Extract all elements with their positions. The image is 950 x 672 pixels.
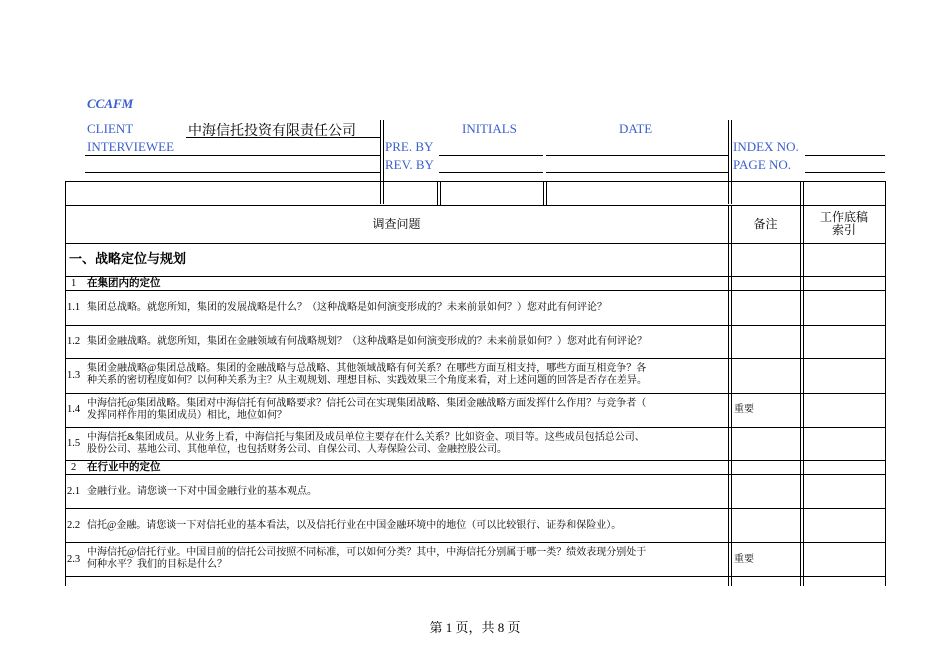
row-number: 1.5	[67, 438, 81, 449]
column-header-ref-line1: 工作底稿	[819, 210, 868, 224]
index-no-label: INDEX NO.	[733, 139, 799, 154]
table-row-border	[65, 243, 885, 244]
row-note: 重要	[734, 404, 754, 415]
rev-by-date-line	[546, 172, 728, 173]
row-note: 重要	[734, 554, 754, 565]
table-row-border	[65, 290, 885, 291]
table-row-border	[65, 427, 885, 428]
header-divider	[383, 120, 384, 204]
col-divider-ref	[803, 181, 804, 586]
row-question: 集团总战略。就您所知，集团的发展战略是什么？（这种战略是如何演变形成的？未来前景如何？）您对此有何评论？	[87, 302, 607, 313]
table-row-border	[65, 576, 885, 577]
top-row-divider	[437, 181, 438, 205]
rev-by-label: REV. BY	[385, 157, 434, 172]
table-top-border	[65, 181, 885, 182]
pre-by-label: PRE. BY	[385, 139, 434, 154]
subsection-title: 在集团内的定位	[87, 278, 161, 289]
index-no-line	[805, 155, 885, 156]
row-number: 1.4	[67, 404, 81, 415]
page-no-label: PAGE NO.	[733, 157, 792, 172]
interviewee-underline-2	[85, 172, 381, 173]
row-question-cont: 股份公司、基地公司、其他单位，也包括财务公司、自保公司、人寿保险公司、金融控股公司。	[87, 444, 507, 455]
row-number: 2.1	[67, 486, 81, 497]
table-row-border	[65, 460, 885, 461]
column-header-note: 备注	[753, 217, 778, 231]
client-value: 中海信托投资有限责任公司	[188, 124, 356, 139]
interviewee-label: INTERVIEWEE	[87, 139, 175, 154]
table-row-border	[65, 205, 885, 206]
table-row-border	[65, 474, 885, 475]
top-row-divider	[546, 181, 547, 205]
initials-label: INITIALS	[462, 121, 517, 136]
row-question: 金融行业。请您谈一下对中国金融行业的基本观点。	[87, 486, 317, 497]
row-question-cont: 种关系的密切程度如何？以何种关系为主？从主观规划、理想目标、实践效果三个角度来看，对上述问题的回答是否存在差异。	[87, 375, 647, 386]
header-divider	[380, 120, 381, 204]
table-row-border	[65, 508, 885, 509]
header-divider	[728, 120, 729, 204]
row-number: 1.3	[67, 370, 81, 381]
client-label: CLIENT	[87, 121, 134, 136]
page-no-line	[805, 172, 885, 173]
top-row-divider	[543, 181, 544, 205]
table-row-border	[65, 542, 885, 543]
table-row-border	[65, 325, 885, 326]
table-row-border	[65, 358, 885, 359]
top-row-divider	[440, 181, 441, 205]
row-question: 中海信托@信托行业。中国目前的信托公司按照不同标准，可以如何分类？其中，中海信托分别属于哪一类？绩效表现分别处于	[87, 547, 647, 558]
column-header-ref	[803, 211, 885, 237]
subsection-number: 1	[71, 278, 77, 289]
rev-by-initials-line	[439, 172, 543, 173]
pre-by-initials-line	[439, 155, 543, 156]
page-footer: 第 1 页，共 8 页	[429, 620, 521, 635]
client-underline	[186, 137, 381, 138]
section-title: 一、战略定位与规划	[69, 251, 187, 266]
row-question: 集团金融战略。就您所知，集团在金融领域有何战略规划？（这种战略是如何演变形成的？未来前景如何？）您对此有何评论？	[87, 336, 647, 347]
column-header-question: 调查问题	[372, 217, 421, 231]
col-divider-note	[728, 205, 729, 586]
logo-ccafm: CCAFM	[87, 96, 134, 111]
col-divider-ref	[800, 181, 801, 586]
table-right-border	[885, 181, 886, 586]
row-number: 1.1	[67, 302, 81, 313]
row-question: 集团金融战略@集团总战略。集团的金融战略与总战略、其他领域战略有何关系？在哪些方面互相支持，哪些方面互相竞争？各	[87, 363, 647, 374]
column-header-ref-line2: 索引	[831, 223, 856, 237]
table-row-border	[65, 276, 885, 277]
row-number: 2.2	[67, 520, 81, 531]
row-number: 1.2	[67, 336, 81, 347]
row-number: 2.3	[67, 554, 81, 565]
row-question: 中海信托@集团战略。集团对中海信托有何战略要求？信托公司在实现集团战略、集团金融战略方面发挥什么作用？与竞争者（	[87, 398, 647, 409]
table-row-border	[65, 393, 885, 394]
date-label: DATE	[619, 121, 653, 136]
pre-by-date-line	[546, 155, 728, 156]
header-divider	[731, 120, 732, 204]
subsection-number: 2	[71, 462, 77, 473]
interviewee-underline	[85, 155, 381, 156]
row-question-cont: 发挥同样作用的集团成员）相比，地位如何？	[87, 410, 287, 421]
col-divider-note	[731, 205, 732, 586]
table-left-border	[65, 181, 66, 586]
row-question: 中海信托&集团成员。从业务上看，中海信托与集团及成员单位主要存在什么关系？比如资金、项目等。这些成员包括总公司、	[87, 432, 645, 443]
row-question-cont: 何种水平？我们的目标是什么？	[87, 559, 227, 570]
subsection-title: 在行业中的定位	[87, 462, 161, 473]
row-question: 信托@金融。请您谈一下对信托业的基本看法，以及信托行业在中国金融环境中的地位（可以比较银行、证券和保险业）。	[87, 520, 622, 531]
